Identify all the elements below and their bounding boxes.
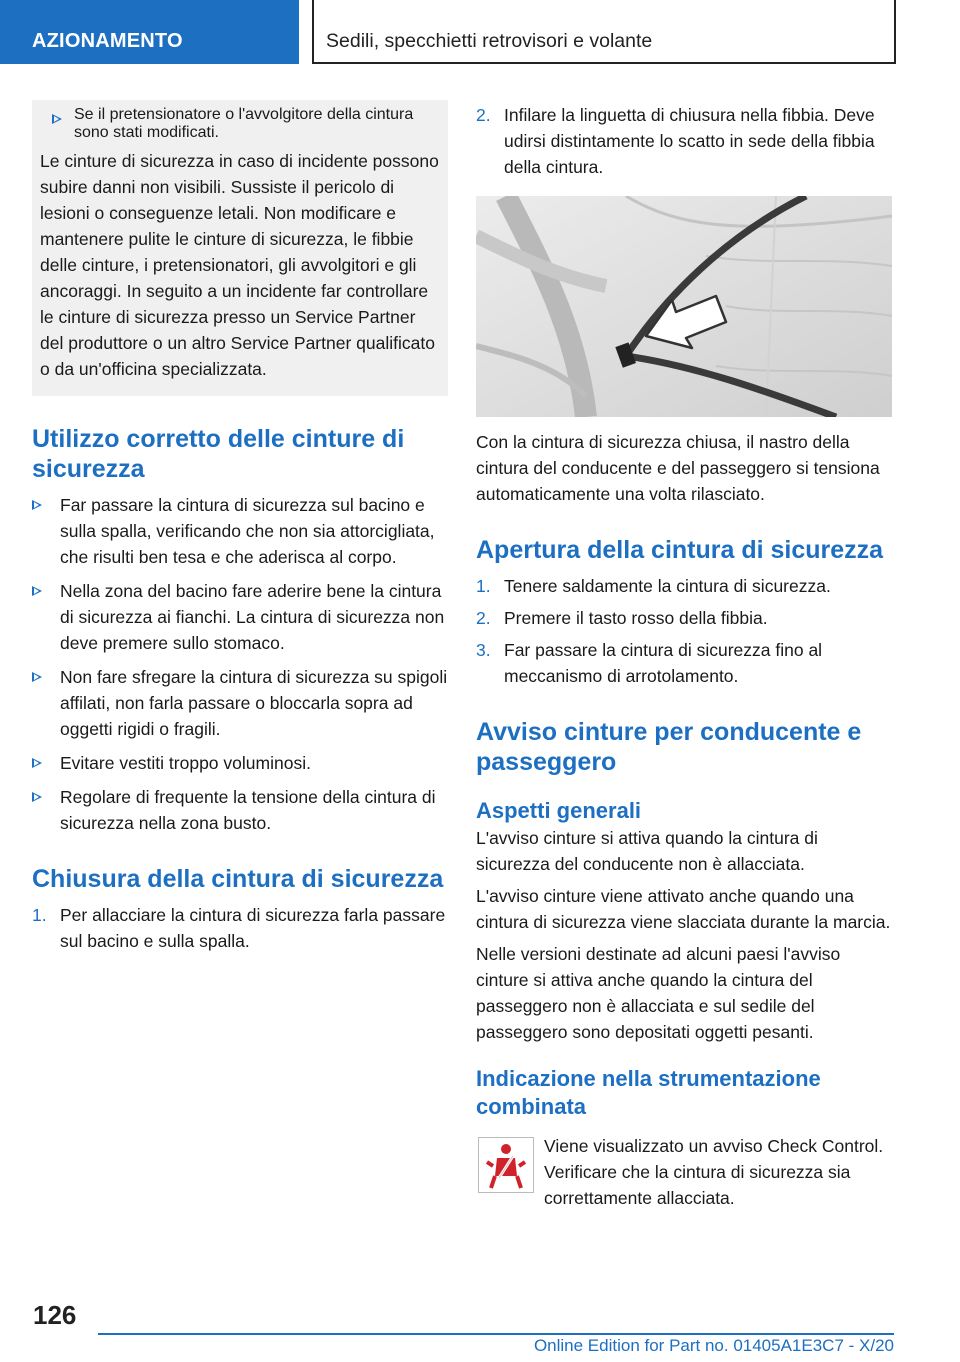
use-list (32, 492, 448, 836)
step-item: 2. Premere il tasto rosso della fibbia. (476, 608, 768, 628)
list-item: Evitare vestiti troppo voluminosi. (32, 750, 448, 776)
paragraph: Nelle versioni destinate ad alcuni paesi l'avviso cinture si attiva anche quando la cintura del passeggero non è allacciata e sul sedile del passeggero sono depositati oggetti pesanti. (476, 944, 841, 1042)
right-column (476, 100, 892, 1211)
heading-use: Utilizzo corretto delle cinture di sicurezza (32, 425, 405, 483)
heading-display: Indicazione nella strumentazione combinata (476, 1066, 821, 1119)
list-item: Nella zona del bacino fare aderire bene la cintura di sicurezza ai fianchi. La cintura di sicurezza non deve premere sullo stomaco. (32, 578, 448, 656)
paragraph: L'avviso cinture si attiva quando la cintura di sicurezza del conducente non è allacciata. (476, 828, 818, 874)
photo-caption: Con la cintura di sicurezza chiusa, il nastro della cintura del conducente e del passeggero si tensiona automaticamente una volta rilasciato. (476, 432, 880, 504)
seatbelt-buckle-illustration (476, 196, 892, 417)
triangle-bullet-icon (32, 758, 42, 768)
triangle-bullet-icon (32, 792, 42, 802)
open-steps (476, 573, 892, 689)
heading-general: Aspetti generali (476, 798, 642, 823)
warning-text: Le cinture di sicurezza in caso di incidente possono subire danni non visibili. Sussiste il pericolo di lesioni o conseguenze letali. Non modificare e mantenere pulite le cinture di sicurezza, le fibbie delle cinture, i pretensionatori, gli avvolgitori e gli ancoraggi. In seguito a un incidente far controllare le cinture di sicurezza presso un Service Partner del produttore o un altro Service Partner qualificato o da un'officina specializzata. (40, 151, 439, 379)
warning-box (32, 100, 448, 396)
check-control-text: Viene visualizzato un avviso Check Control. Verificare che la cintura di sicurezza sia correttamente allacciata. (544, 1136, 884, 1208)
footer-divider (98, 1333, 894, 1335)
paragraph: L'avviso cinture viene attivato anche quando una cintura di sicurezza viene slacciata durante la marcia. (476, 886, 891, 932)
step-item: 1. Per allacciare la cintura di sicurezza farla passare sul bacino e sulla spalla. (32, 905, 446, 951)
step-item: 1. Tenere saldamente la cintura di sicurezza. (476, 576, 831, 596)
list-item: Non fare sfregare la cintura di sicurezza su spigoli affilati, non farla passare o bloccarla sopra ad oggetti rigidi o fragili. (32, 664, 448, 742)
step-item: 2. Infilare la linguetta di chiusura nella fibbia. Deve udirsi distintamente lo scatto in sede della fibbia della cintura. (476, 105, 875, 177)
warning-bullet: Se il pretensionatore o l'avvolgitore della cintura sono stati modificati. (40, 106, 442, 142)
page-number: 126 (33, 1300, 77, 1330)
triangle-bullet-icon (32, 500, 42, 510)
heading-close: Chiusura della cintura di sicurezza (32, 865, 444, 893)
list-item: Far passare la cintura di sicurezza sul bacino e sulla spalla, verificando che non sia attorcigliata, che risulti ben tesa e che aderisca al corpo. (32, 492, 448, 570)
seatbelt-buckle-photo (476, 196, 892, 417)
close-steps (32, 902, 448, 954)
check-control-note (476, 1133, 892, 1211)
triangle-bullet-icon (32, 586, 42, 596)
heading-reminder: Avviso cinture per conducente e passeggero (476, 718, 862, 776)
seatbelt-warning-icon (478, 1137, 534, 1193)
triangle-bullet-icon (52, 114, 62, 124)
triangle-bullet-icon (32, 672, 42, 682)
chapter-tab: AZIONAMENTO (0, 0, 299, 64)
heading-open: Apertura della cintura di sicurezza (476, 536, 884, 564)
list-item: Regolare di frequente la tensione della cintura di sicurezza nella zona busto. (32, 784, 448, 836)
edition-text: Online Edition for Part no. 01405A1E3C7 - X/20 (533, 1336, 894, 1355)
section-title: Sedili, specchietti retrovisori e volante (312, 0, 896, 64)
left-column (32, 100, 448, 960)
step-item: 3. Far passare la cintura di sicurezza fino al meccanismo di arrotolamento. (476, 640, 823, 686)
close-steps-continued (476, 102, 892, 180)
